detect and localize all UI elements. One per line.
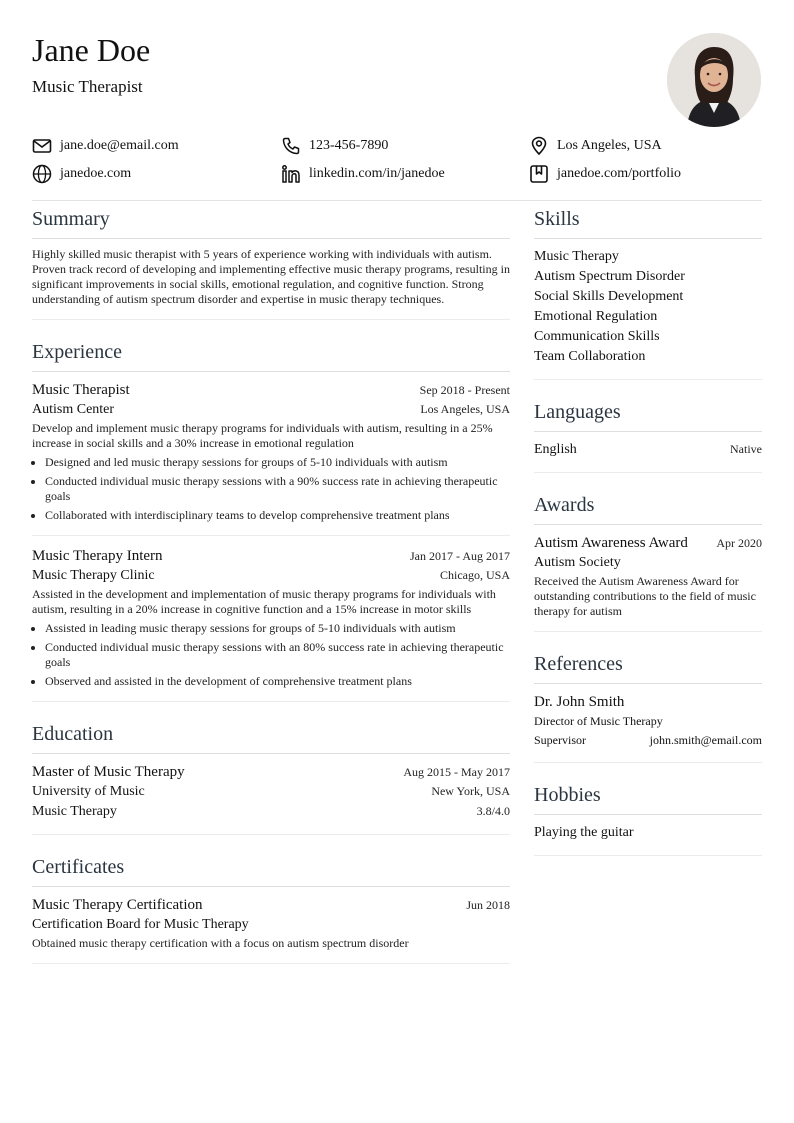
- contact-location: [529, 134, 662, 158]
- certificates-section: [32, 851, 510, 964]
- bullet-item: • Observed and assisted in the development of comprehensive treatment plans: [45, 674, 510, 689]
- profile-photo-illustration: [667, 33, 761, 127]
- reference-email[interactable]: john.smith@email.com: [649, 733, 762, 747]
- section-heading: Awards: [534, 489, 762, 525]
- linkedin-text: linkedin.com/in/janedoe: [309, 166, 445, 181]
- summary-section: [32, 203, 510, 320]
- contact-row: [32, 134, 762, 162]
- skill-item: Autism Spectrum Disorder: [534, 269, 685, 284]
- award-description: Received the Autism Awareness Award for outstanding contributions to the field of music therapy for autism: [534, 574, 756, 618]
- section-heading: Certificates: [32, 851, 510, 887]
- school-location: New York, USA: [431, 784, 510, 798]
- candidate-name: Jane Doe: [32, 32, 151, 68]
- hobbies-section: [534, 779, 762, 856]
- degree-name: Master of Music Therapy: [32, 764, 185, 780]
- contact-email[interactable]: [32, 134, 179, 158]
- contact-info: [32, 134, 762, 190]
- job-title: Music Therapist: [32, 382, 130, 398]
- section-heading: Hobbies: [534, 779, 762, 815]
- skills-section: [534, 203, 762, 380]
- education-dates: Aug 2015 - May 2017: [403, 765, 510, 779]
- skill-item: Social Skills Development: [534, 289, 684, 304]
- job-description: Assisted in the development and implementation of music therapy programs for individuals with autism, resulting in a 20% increase in cognitive function and a 15% increase in motor skills: [32, 587, 496, 616]
- job-dates: Jan 2017 - Aug 2017: [410, 549, 510, 563]
- contact-website[interactable]: [32, 162, 131, 186]
- section-heading: Skills: [534, 203, 762, 239]
- award-organization: Autism Society: [534, 555, 621, 570]
- section-heading: Summary: [32, 203, 510, 239]
- linkedin-icon: [281, 164, 301, 184]
- envelope-icon: [32, 136, 52, 156]
- website-text: janedoe.com: [60, 166, 132, 181]
- education-section: [32, 718, 510, 835]
- bullet-item: • Conducted individual music therapy sessions with an 80% success rate in achieving therapeutic goals: [45, 640, 510, 670]
- job-organization: Music Therapy Clinic: [32, 568, 155, 583]
- section-heading: Education: [32, 718, 510, 754]
- globe-icon: [32, 164, 52, 184]
- job-location: Los Angeles, USA: [420, 402, 510, 416]
- school-name: University of Music: [32, 784, 145, 799]
- contact-row: [32, 162, 762, 190]
- job-bullets: [32, 455, 510, 523]
- award-date: Apr 2020: [716, 536, 762, 550]
- references-section: [534, 648, 762, 763]
- languages-section: [534, 396, 762, 473]
- profile-photo: [667, 33, 761, 127]
- contact-linkedin[interactable]: [281, 162, 445, 186]
- job-description: Develop and implement music therapy programs for individuals with autism, resulting in a 25% increase in social skills and a 30% increase in emotional regulation: [32, 421, 493, 450]
- bullet-item: • Collaborated with interdisciplinary teams to develop comprehensive treatment plans: [45, 508, 510, 523]
- email-text: jane.doe@email.com: [60, 138, 179, 153]
- skill-item: Emotional Regulation: [534, 309, 658, 324]
- skill-item: Communication Skills: [534, 329, 660, 344]
- field-of-study: Music Therapy: [32, 804, 117, 819]
- experience-section: [32, 336, 510, 702]
- certificate-description: Obtained music therapy certification with a focus on autism spectrum disorder: [32, 936, 409, 950]
- main-column: [32, 203, 510, 980]
- portfolio-text: janedoe.com/portfolio: [557, 166, 682, 181]
- location-pin-icon: [529, 136, 549, 156]
- portfolio-icon: [529, 164, 549, 184]
- certificate-issuer: Certification Board for Music Therapy: [32, 917, 249, 932]
- job-bullets: [32, 621, 510, 689]
- language-level: Native: [730, 442, 762, 456]
- phone-text: 123-456-7890: [309, 138, 389, 153]
- side-column: [534, 203, 762, 872]
- hobby-item: Playing the guitar: [534, 825, 634, 840]
- awards-section: [534, 489, 762, 632]
- skill-item: Music Therapy: [534, 249, 619, 264]
- award-name: Autism Awareness Award: [534, 535, 688, 551]
- reference-position: Director of Music Therapy: [534, 714, 663, 728]
- certificate-name: Music Therapy Certification: [32, 897, 203, 913]
- skill-item: Team Collaboration: [534, 349, 646, 364]
- certificate-date: Jun 2018: [466, 898, 510, 912]
- experience-entry: [32, 380, 510, 536]
- contact-portfolio[interactable]: [529, 162, 681, 186]
- section-heading: References: [534, 648, 762, 684]
- job-title: Music Therapy Intern: [32, 548, 163, 564]
- gpa: 3.8/4.0: [476, 804, 510, 818]
- candidate-title: Music Therapist: [32, 77, 143, 96]
- summary-text: Highly skilled music therapist with 5 years of experience working with individuals with autism. Proven track record of developing and implementing effective music therapy programs, resulting in significant improvements in social skills, emotional regulation, and cognitive function. Strong understanding of autism spectrum disorder and expertise in music therapy techniques.: [32, 247, 510, 306]
- reference-name: Dr. John Smith: [534, 694, 625, 710]
- bullet-item: • Assisted in leading music therapy sessions for groups of 5-10 individuals with autism: [45, 621, 510, 636]
- experience-entry: [32, 546, 510, 702]
- phone-icon: [281, 136, 301, 156]
- bullet-item: • Conducted individual music therapy sessions with a 90% success rate in achieving therapeutic goals: [45, 474, 510, 504]
- job-dates: Sep 2018 - Present: [419, 383, 510, 397]
- section-heading: Experience: [32, 336, 510, 372]
- location-text: Los Angeles, USA: [557, 138, 662, 153]
- reference-relation: Supervisor: [534, 733, 586, 747]
- job-location: Chicago, USA: [440, 568, 510, 582]
- section-heading: Languages: [534, 396, 762, 432]
- bullet-item: • Designed and led music therapy sessions for groups of 5-10 individuals with autism: [45, 455, 510, 470]
- language-name: English: [534, 442, 577, 457]
- contact-phone[interactable]: [281, 134, 388, 158]
- header-divider: [32, 200, 762, 201]
- job-organization: Autism Center: [32, 402, 115, 417]
